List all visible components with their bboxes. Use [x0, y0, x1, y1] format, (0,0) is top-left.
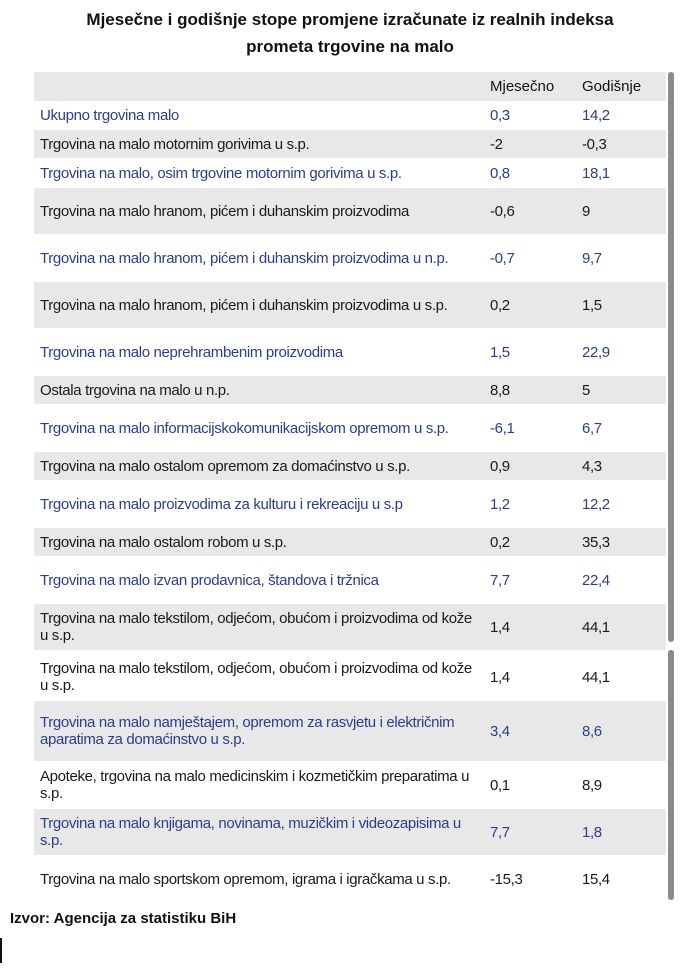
row-label: Trgovina na malo sportskom opremom, igrama i igračkama u s.p. — [40, 870, 451, 888]
row-annual: 1,5 — [582, 296, 602, 314]
row-label[interactable]: Trgovina na malo informacijskokomunikacijskom opremom u s.p. — [40, 419, 449, 437]
title-line-1: Mjesečne i godišnje stope promjene izračunate iz realnih indeksa — [86, 10, 614, 29]
row-label[interactable]: Trgovina na malo hranom, pićem i duhanskim proizvodima u n.p. — [40, 249, 449, 267]
table-row — [34, 188, 666, 235]
row-annual: -0,3 — [582, 135, 607, 153]
row-label: Trgovina na malo hranom, pićem i duhanskim proizvodima u s.p. — [40, 296, 448, 314]
table-header — [34, 72, 666, 101]
row-annual: 22,9 — [582, 343, 610, 361]
row-annual: 9,7 — [582, 249, 602, 267]
row-label[interactable]: Trgovina na malo neprehrambenim proizvodima — [40, 343, 343, 361]
row-monthly: -0,7 — [490, 249, 515, 267]
row-annual: 15,4 — [582, 870, 610, 888]
table-row[interactable] — [34, 701, 666, 762]
row-label: Trgovina na malo ostalom opremom za domaćinstvo u s.p. — [40, 457, 410, 475]
row-monthly: 1,4 — [490, 618, 510, 636]
row-label[interactable]: Trgovina na malo knjigama, novinama, muzičkim i videozapisima u s.p. — [40, 815, 461, 849]
row-monthly: -0,6 — [490, 202, 515, 220]
title-line-2: prometa trgovine na malo — [246, 37, 454, 56]
row-annual: 22,4 — [582, 571, 610, 589]
table-row — [34, 452, 666, 481]
row-annual: 35,3 — [582, 533, 610, 551]
table-row[interactable] — [34, 101, 666, 130]
row-annual: 1,8 — [582, 823, 602, 841]
row-label: Trgovina na malo tekstilom, odjećom, obućom i proizvodima od kože u s.p. — [40, 610, 472, 644]
table-row — [34, 604, 666, 651]
table-body — [34, 101, 666, 903]
table-row[interactable] — [34, 329, 666, 376]
table-row[interactable] — [34, 557, 666, 604]
row-annual: 18,1 — [582, 164, 610, 182]
row-label: Trgovina na malo hranom, pićem i duhanskim proizvodima — [40, 202, 410, 220]
row-monthly: 1,4 — [490, 668, 510, 686]
row-label[interactable]: Trgovina na malo proizvodima za kulturu i rekreaciju u s.p — [40, 495, 403, 513]
row-monthly: 3,4 — [490, 722, 510, 740]
page-title — [0, 6, 700, 60]
table-row — [34, 856, 666, 903]
row-label: Apoteke, trgovina na malo medicinskim i kozmetičkim preparatima u s.p. — [40, 768, 470, 802]
row-label[interactable]: Trgovina na malo, osim trgovine motornim gorivima u s.p. — [40, 164, 402, 182]
row-monthly: -6,1 — [490, 419, 515, 437]
data-table — [34, 72, 666, 903]
row-annual: 14,2 — [582, 106, 610, 124]
source-note: Izvor: Agencija za statistiku BiH — [10, 910, 237, 927]
row-monthly: 1,5 — [490, 343, 510, 361]
scrollbar-thumb-2[interactable] — [668, 650, 674, 900]
row-label[interactable]: Trgovina na malo izvan prodavnica, štandova i tržnica — [40, 571, 379, 589]
table-row[interactable] — [34, 159, 666, 188]
row-monthly: -15,3 — [490, 870, 523, 888]
row-annual: 4,3 — [582, 457, 602, 475]
row-annual: 5 — [582, 381, 590, 399]
row-monthly: 0,2 — [490, 296, 510, 314]
row-label: Trgovina na malo ostalom robom u s.p. — [40, 533, 287, 551]
row-annual: 6,7 — [582, 419, 602, 437]
text-caret — [0, 938, 2, 963]
row-monthly: -2 — [490, 135, 503, 153]
table-row[interactable] — [34, 481, 666, 528]
row-monthly: 0,8 — [490, 164, 510, 182]
table-row — [34, 130, 666, 159]
row-label: Ostala trgovina na malo u n.p. — [40, 381, 230, 399]
row-label: Trgovina na malo tekstilom, odjećom, obućom i proizvodima od kože u s.p. — [40, 660, 472, 694]
scrollbar-thumb-1[interactable] — [668, 72, 674, 642]
row-annual: 44,1 — [582, 668, 610, 686]
table-row[interactable] — [34, 235, 666, 282]
row-monthly: 0,9 — [490, 457, 510, 475]
row-monthly: 7,7 — [490, 571, 510, 589]
row-monthly: 0,2 — [490, 533, 510, 551]
row-monthly: 7,7 — [490, 823, 510, 841]
row-label[interactable]: Ukupno trgovina malo — [40, 106, 179, 124]
row-label[interactable]: Trgovina na malo namještajem, opremom za rasvjetu i električnim aparatima za domaćinstvo u s.p. — [40, 714, 455, 748]
table-row[interactable] — [34, 405, 666, 452]
table-row — [34, 654, 666, 701]
table-row — [34, 528, 666, 557]
table-row — [34, 376, 666, 405]
row-monthly: 1,2 — [490, 495, 510, 513]
table-row — [34, 762, 666, 809]
table-row — [34, 282, 666, 329]
row-annual: 8,6 — [582, 722, 602, 740]
header-annual: Godišnje — [582, 78, 642, 95]
row-annual: 12,2 — [582, 495, 610, 513]
header-monthly: Mjesečno — [490, 78, 555, 95]
row-monthly: 0,1 — [490, 776, 510, 794]
row-annual: 8,9 — [582, 776, 602, 794]
row-monthly: 8,8 — [490, 381, 510, 399]
row-annual: 44,1 — [582, 618, 610, 636]
row-annual: 9 — [582, 202, 590, 220]
table-row[interactable] — [34, 809, 666, 856]
row-monthly: 0,3 — [490, 106, 510, 124]
row-label: Trgovina na malo motornim gorivima u s.p. — [40, 135, 310, 153]
